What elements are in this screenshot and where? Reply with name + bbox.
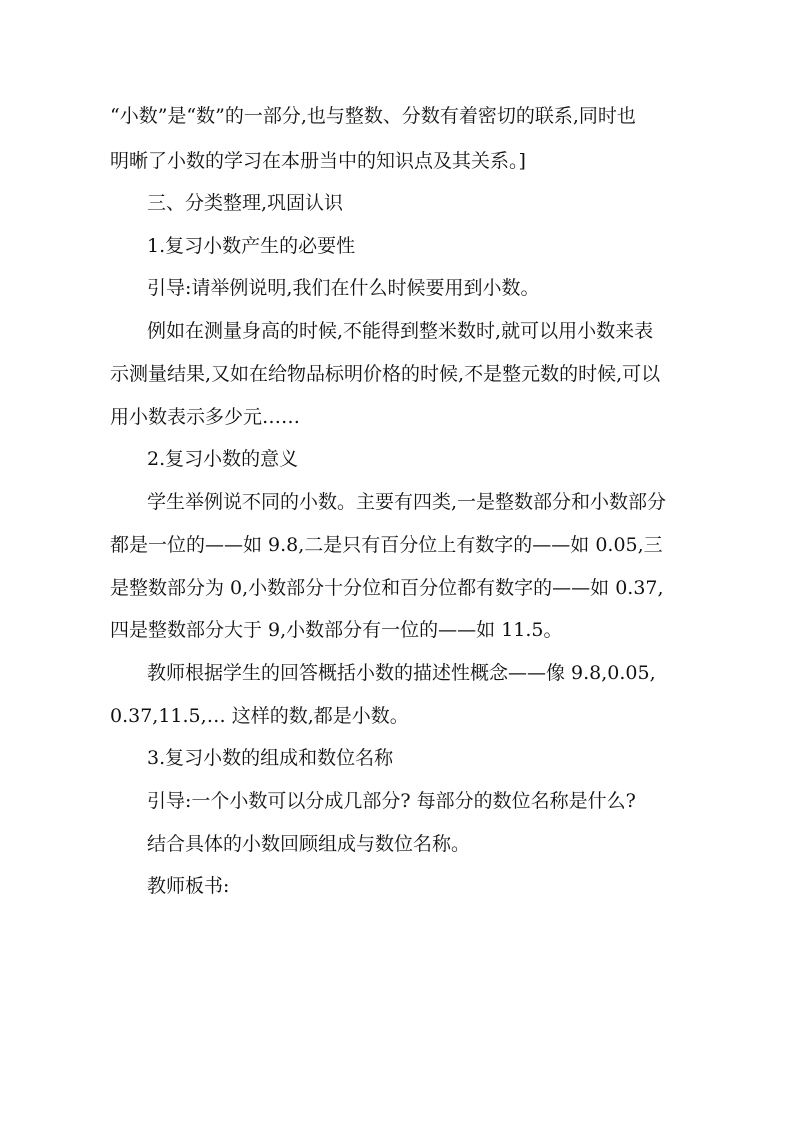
text-line: 0.37,11.5,… 这样的数,都是小数。: [110, 705, 409, 727]
text-line: 示测量结果,又如在给物品标明价格的时候,不是整元数的时候,可以: [110, 363, 661, 385]
text-line: 学生举例说不同的小数。主要有四类,一是整数部分和小数部分: [147, 491, 667, 513]
text-line: 是整数部分为 0,小数部分十分位和百分位都有数字的——如 0.37,: [110, 577, 664, 599]
text-line: 引导:请举例说明,我们在什么时候要用到小数。: [147, 277, 540, 299]
section-heading: 三、分类整理,巩固认识: [147, 192, 344, 214]
text-line: 用小数表示多少元……: [110, 406, 301, 428]
text-line: “小数”是“数”的一部分,也与整数、分数有着密切的联系,同时也: [110, 105, 636, 127]
subsection-heading: 2.复习小数的意义: [147, 448, 299, 470]
text-line: 明晰了小数的学习在本册当中的知识点及其关系。]: [110, 150, 526, 172]
text-line: 引导:一个小数可以分成几部分? 每部分的数位名称是什么?: [147, 790, 636, 812]
text-line: 教师板书:: [147, 875, 230, 897]
text-line: 都是一位的——如 9.8,二是只有百分位上有数字的——如 0.05,三: [110, 534, 663, 556]
subsection-heading: 1.复习小数产生的必要性: [147, 235, 356, 257]
text-line: 结合具体的小数回顾组成与数位名称。: [147, 833, 471, 855]
text-line: 例如在测量身高的时候,不能得到整米数时,就可以用小数来表: [147, 320, 654, 342]
subsection-heading: 3.复习小数的组成和数位名称: [147, 747, 394, 769]
text-line: 教师根据学生的回答概括小数的描述性概念——像 9.8,0.05,: [147, 662, 656, 684]
text-line: 四是整数部分大于 9,小数部分有一位的——如 11.5。: [110, 619, 563, 641]
